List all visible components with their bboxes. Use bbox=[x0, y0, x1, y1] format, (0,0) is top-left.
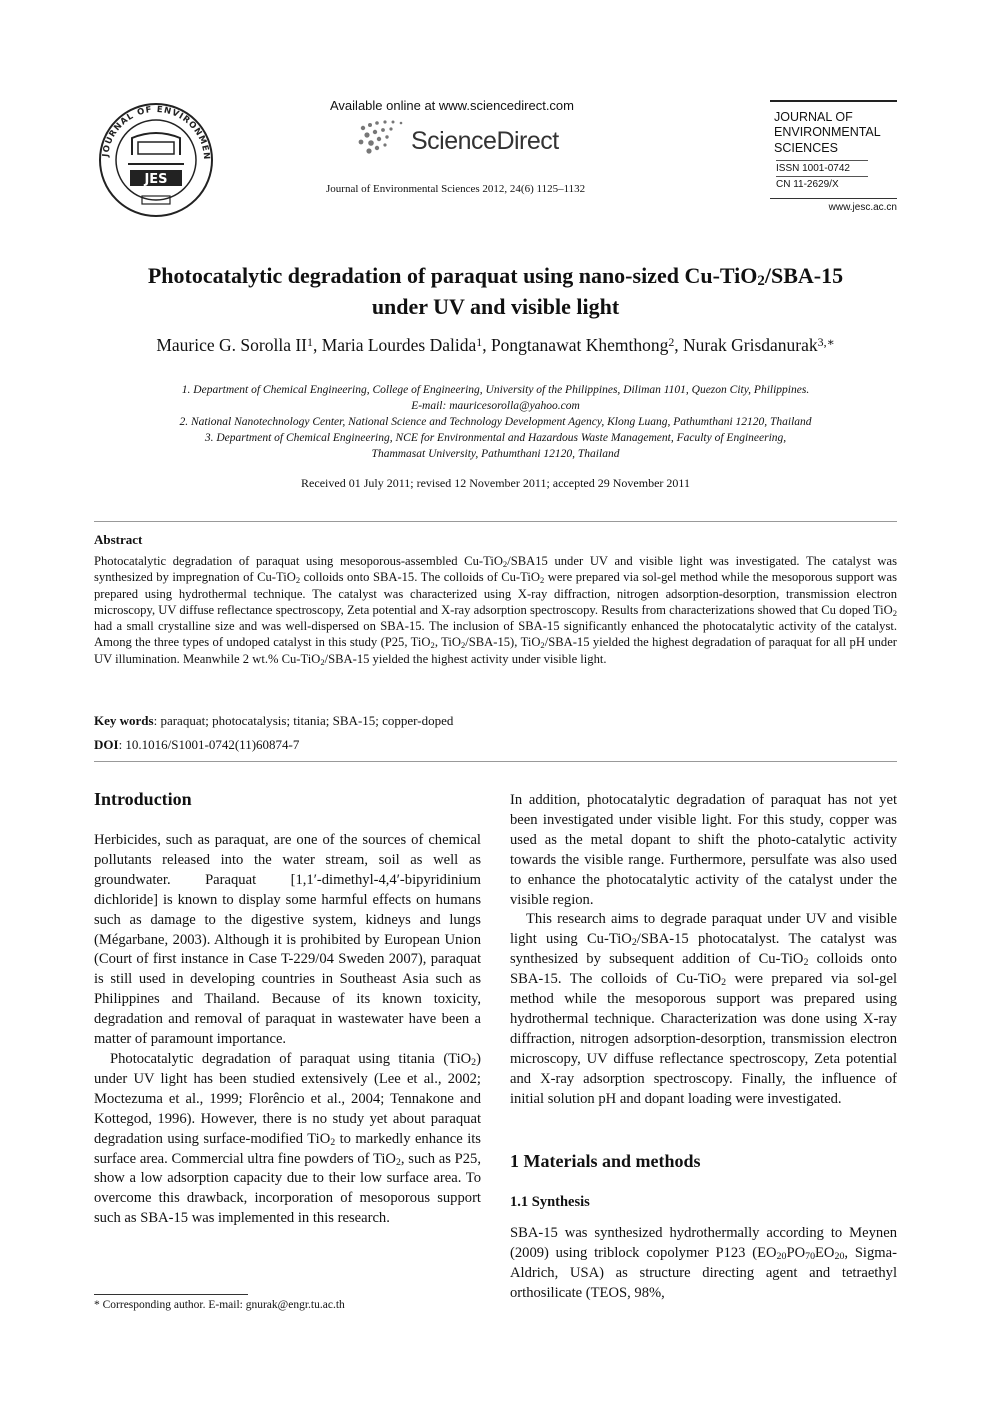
journal-name-line: JOURNAL OF bbox=[774, 109, 853, 124]
subscript: 2 bbox=[320, 656, 325, 667]
footnote-rule bbox=[94, 1294, 248, 1295]
received-dates: Received 01 July 2011; revised 12 November 2011; accepted 29 November 2011 bbox=[301, 476, 690, 490]
author-name: Maurice G. Sorolla II bbox=[156, 335, 307, 355]
affiliation-line: 2. National Nanotechnology Center, National Science and Technology Development Agency, Klong Luang, Pathumthani 12120, Thailand bbox=[179, 416, 812, 428]
subscript: 2 bbox=[471, 1056, 477, 1068]
affiliations bbox=[94, 382, 897, 462]
subscript: 2 bbox=[803, 957, 809, 969]
author-separator: , bbox=[482, 335, 491, 355]
subscript: 2 bbox=[330, 1136, 336, 1148]
abstract-text: /SBA-15), TiO bbox=[465, 635, 541, 650]
paragraph-text: , Sigma-Aldrich, USA) as structure directing agent and tetraethyl orthosilicate (TEOS, 98%, bbox=[510, 1244, 897, 1301]
paragraph-text: to markedly enhance its surface area. Commercial ultra fine powders of TiO bbox=[94, 1130, 481, 1167]
affiliation-line: Thammasat University, Pathumthani 12120, Thailand bbox=[371, 448, 620, 460]
paragraph-text: were prepared via sol-gel method while the mesoporous support was prepared using hydrothermal technique. Characterization was done using X-ray diffraction, nitrogen adsorption-desorption, transmission electron microscopy, UV diffuse reflectance spectroscopy, Zeta potential and X-ray adsorption spectroscopy. Finally, the influence of initial solution pH and dopant loading were investigated. bbox=[510, 971, 897, 1107]
subscript: 70 bbox=[805, 1250, 816, 1262]
author-affiliation-mark: 1 bbox=[307, 335, 313, 349]
subscript: 20 bbox=[776, 1250, 787, 1262]
article-title bbox=[94, 260, 897, 322]
subscript: 2 bbox=[631, 937, 637, 949]
affiliation-line: 1. Department of Chemical Engineering, College of Engineering, University of the Philippines, Diliman 1101, Quezon City, Philippines. bbox=[181, 384, 810, 396]
synthesis-subheading: 1.1 Synthesis bbox=[510, 1194, 590, 1210]
sciencedirect-dots-icon bbox=[355, 118, 409, 158]
subscript: 2 bbox=[721, 977, 727, 989]
doi-value[interactable]: : 10.1016/S1001-0742(11)60874-7 bbox=[118, 737, 300, 752]
abstract-text: , TiO bbox=[434, 635, 461, 650]
abstract-heading: Abstract bbox=[94, 532, 143, 547]
svg-text:JOURNAL OF ENVIRONMENTAL SCIEN bbox=[94, 100, 211, 161]
abstract-text: /SBA-15 yielded the highest degradation of paraquat for all pH under UV illumination. Meanwhile 2 wt.% Cu-TiO bbox=[94, 635, 897, 666]
materials-methods-heading: 1 Materials and methods bbox=[510, 1151, 701, 1171]
paragraph-text: PO bbox=[786, 1244, 806, 1261]
author-affiliation-mark: 3,∗ bbox=[817, 335, 835, 349]
journal-name-line: ENVIRONMENTAL bbox=[774, 125, 881, 139]
sciencedirect-wordmark: ScienceDirect bbox=[411, 127, 559, 155]
title-part: Photocatalytic degradation of paraquat using nano-sized Cu-TiO bbox=[147, 263, 758, 288]
subscript: 2 bbox=[540, 640, 545, 651]
right-column-top bbox=[510, 791, 897, 1110]
abstract-text: colloids onto SBA-15. The colloids of Cu-TiO bbox=[300, 570, 540, 585]
seal-ring-text: JOURNAL OF ENVIRONMEN bbox=[101, 104, 212, 161]
doi bbox=[94, 737, 299, 753]
paragraph-text: , such as P25, show a low adsorption capacity due to their low surface area. To overcome this drawback, incorporation of mesoporous support such as SBA-15 was implemented in this research. bbox=[94, 1150, 481, 1227]
author-name: Nurak Grisdanurak bbox=[683, 335, 818, 355]
abstract-text: /SBA-15 yielded the highest activity under visible light. bbox=[324, 651, 607, 666]
subscript: 2 bbox=[502, 559, 508, 569]
right-column-bottom bbox=[510, 1224, 897, 1304]
corresponding-author-footnote: * Corresponding author. E-mail: gnurak@engr.tu.ac.th bbox=[94, 1299, 345, 1311]
subscript: 2 bbox=[892, 607, 897, 618]
journal-name-line: SCIENCES bbox=[774, 140, 838, 155]
available-online-text: Available online at www.sciencedirect.com bbox=[330, 98, 574, 113]
paragraph-text: ) under UV light has been studied extensively (Lee et al., 2002; Moctezuma et al., 1999; Florêncio et al., 2004; Tennakone and Kottegod, 1996). However, there is no study yet about paraquat degradation using surface-modified TiO bbox=[94, 1050, 481, 1147]
abstract-text: had a small crystalline size and was well-dispersed on SBA-15. The inclusion of SBA-15 significantly enhanced the photocatalytic activity of the catalyst. Among the three types of undoped catalyst in this study (P25, TiO bbox=[94, 619, 897, 650]
paragraph-text: EO bbox=[815, 1244, 835, 1261]
masthead-top-rule bbox=[770, 100, 897, 102]
title-part: /SBA-15 bbox=[764, 263, 844, 288]
abstract-text: Photocatalytic degradation of paraquat using mesoporous-assembled Cu-TiO bbox=[94, 554, 503, 568]
journal-masthead bbox=[770, 100, 897, 213]
journal-url[interactable]: www.jesc.ac.cn bbox=[770, 198, 897, 213]
author-separator: , bbox=[674, 335, 684, 355]
paragraph-text: /SBA-15 photocatalyst. The catalyst was synthesized by subsequent addition of Cu-TiO bbox=[510, 931, 897, 968]
intro-paragraph-3: In addition, photocatalytic degradation of paraquat has not yet been investigated under visible light. For this study, copper was used as the metal dopant to shift the photo-catalytic activity towards the visible range. Furthermore, persulfate was also used to enhance the photocatalytic activity of the catalyst under the visible region. bbox=[510, 792, 897, 908]
paragraph-text: This research aims to degrade paraquat under UV and visible light using Cu-TiO bbox=[510, 911, 897, 948]
subscript: 2 bbox=[460, 640, 466, 651]
author-affiliation-mark: 2 bbox=[668, 335, 675, 349]
author-affiliation-mark: 1 bbox=[476, 335, 483, 349]
abstract-text: /SBA15 under UV and visible light was investigated. The catalyst was synthesized by impregnation of Cu-TiO bbox=[94, 554, 897, 585]
affiliation-line: 3. Department of Chemical Engineering, NCE for Environmental and Hazardous Waste Management, Faculty of Engineering, bbox=[204, 432, 787, 444]
title-line2: under UV and visible light bbox=[371, 294, 620, 319]
subscript: 2 bbox=[395, 1156, 401, 1168]
subscript: 2 bbox=[295, 575, 301, 586]
intro-paragraph-2 bbox=[94, 1050, 481, 1229]
author-name: Maria Lourdes Dalida bbox=[321, 335, 477, 355]
doi-label: DOI bbox=[94, 737, 119, 752]
synthesis-paragraph bbox=[510, 1224, 897, 1304]
cn-number: CN 11-2629/X bbox=[776, 176, 868, 192]
author-name: Pongtanawat Khemthong bbox=[490, 335, 669, 355]
affiliation-email: E-mail: mauricesorolla@yahoo.com bbox=[411, 400, 580, 412]
seal-abbrev: JES bbox=[144, 172, 168, 187]
intro-paragraph-1: Herbicides, such as paraquat, are one of the sources of chemical pollutants released into the water stream, soil as well as groundwater. Paraquat [1,1′-dimethyl-4,4′-bipyridinium dichloride] is known to display some harmful effects on humans such as damage to the digestive system, kidneys and lungs (Mégarbane, 2003). Although it is prohibited by European Union (Court of first instance in Case T-229/04 Sweden 2007), paraquat is still used in developing countries in Southeast Asia such as Philippines and Thailand. Because of its known toxicity, degradation and removal of paraquat in wastewater have been a matter of paramount importance. bbox=[94, 832, 481, 1048]
issn: ISSN 1001-0742 bbox=[776, 160, 868, 176]
journal-citation: Journal of Environmental Sciences 2012, 24(6) 1125–1132 bbox=[326, 183, 586, 195]
paragraph-text: SBA-15 was synthesized hydrothermally according to Meynen (2009) using triblock copolymer P123 (EO bbox=[510, 1225, 897, 1261]
paragraph-text: colloids onto SBA-15. The colloids of Cu-TiO bbox=[510, 951, 897, 988]
journal-seal-logo bbox=[94, 100, 218, 220]
abstract-body bbox=[94, 553, 897, 667]
title-subscript: 2 bbox=[757, 273, 765, 289]
subscript: 2 bbox=[430, 640, 435, 651]
keywords-text: : paraquat; photocatalysis; titania; SBA-15; copper-doped bbox=[153, 713, 454, 728]
left-column bbox=[94, 831, 481, 1229]
author-separator: , bbox=[312, 335, 322, 355]
subscript: 2 bbox=[539, 575, 545, 586]
keywords-label: Key words bbox=[94, 713, 154, 728]
paragraph-text: Photocatalytic degradation of paraquat using titania (TiO bbox=[110, 1050, 472, 1067]
introduction-heading: Introduction bbox=[94, 789, 192, 809]
intro-paragraph-4 bbox=[510, 910, 897, 1109]
keywords bbox=[94, 713, 453, 729]
subscript: 20 bbox=[834, 1250, 845, 1262]
abstract-text: were prepared via sol-gel method while the mesoporous support was prepared using hydrothermal technique. The catalyst was characterized using X-ray diffraction, nitrogen adsorption-desorption, transmission electron microscopy, UV diffuse reflectance spectroscopy, Zeta potential and X-ray adsorption spectroscopy. Results from characterizations showed that Cu doped TiO bbox=[94, 570, 897, 617]
journal-name bbox=[774, 110, 897, 157]
divider-bottom bbox=[94, 761, 897, 762]
author-list bbox=[94, 335, 897, 356]
divider-top bbox=[94, 521, 897, 522]
